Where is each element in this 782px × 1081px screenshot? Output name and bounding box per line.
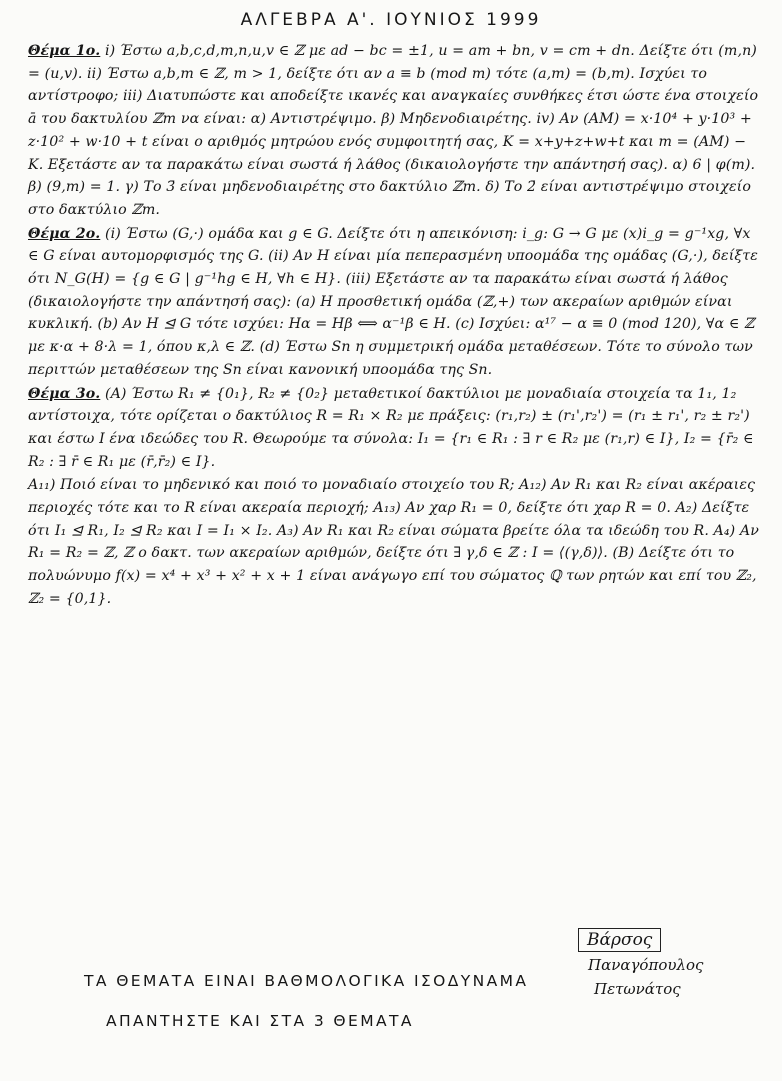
exam-title: ΑΛΓΕΒΡΑ Α'. ΙΟΥΝΙΟΣ 1999 <box>240 10 542 30</box>
theme-1-text: i) Έστω a,b,c,d,m,n,u,v ∈ ℤ με ad − bc = ±1, u = am + bn, v = cm + dn. Δείξτε ότι (m,n) = (u,v). ii) Έστω a,b,m ∈ ℤ, m > 1, δείξτε ότι αν a ≡ b (mod m) τότε (a,m) = (b,m). Ισχύει το αντίστροφο; iii) Διατυπώστε και αποδείξτε ικανές και αναγκαίες συνθήκες έτσι ώστε ένα στοιχείο ā του δακτυλίου ℤm να είναι: α) Αντιστρέψιμο. β) Μηδενοδιαιρέτης. iv) Αν (AM) = x·10⁴ + y·10³ + z·10² + w·10 + t είναι ο αριθμός μητρώου ενός συμφοιτητή σας, K = x+y+z+w+t και m = (AM) − K. Εξετάστε αν τα παρακάτω είναι σωστά ή λάθος (δικαιολογήστε την απάντησή σας). α) 6 | φ(m). β) (9,m) = 1. γ) Το 3̄ είναι μηδενοδιαιρέτης στο δακτύλιο ℤm. δ) Το 2̄ είναι αντιστρέψιμο στοιχείο στο δακτύλιο ℤm. <box>28 43 759 218</box>
signature-varsos: Βάρσος <box>578 928 661 952</box>
theme-3-part-b: A₁₁) Ποιό είναι το μηδενικό και ποιό το μοναδιαίο στοιχείο του R; A₁₂) Αν R₁ και R₂ είναι ακέραιες περιοχές τότε και το R είναι ακεραία περιοχή; A₁₃) Αν χαρ R₁ = 0, δείξτε ότι χαρ R = 0. A₂) Δείξτε ότι I₁ ⊴ R₁, I₂ ⊴ R₂ και I = I₁ × I₂. A₃) Αν R₁ και R₂ είναι σώματα βρείτε όλα τα ιδεώδη του R. A₄) Αν R₁ = R₂ = ℤ, ℤ ο δακτ. των ακεραίων αριθμών, δείξτε ότι ∃ γ,δ ∈ ℤ : I = ⟨(γ,δ)⟩. (B) Δείξτε ότι το πολυώνυμο f(x) = x⁴ + x³ + x² + x + 1 είναι ανάγωγο επί του σώματος ℚ των ρητών και επί του ℤ₂, ℤ₂ = {0,1}. <box>28 477 759 607</box>
theme-2-label: Θέμα 2ο. <box>28 225 101 242</box>
exam-body <box>28 40 762 611</box>
theme-3 <box>28 383 762 474</box>
theme-2-text: (i) Έστω (G,·) ομάδα και g ∈ G. Δείξτε ότι η απεικόνιση: i_g: G → G με (x)i_g = g⁻¹xg, ∀x ∈ G είναι αυτομορφισμός της G. (ii) Αν H είναι μία πεπερασμένη υποομάδα της ομάδας (G,·), δείξτε ότι N_G(H) = {g ∈ G | g⁻¹hg ∈ H, ∀h ∈ H}. (iii) Εξετάστε αν τα παρακάτω είναι σωστά ή λάθος (δικαιολογήστε την απάντησή σας): (a) Η προσθετική ομάδα (ℤ,+) των ακεραίων αριθμών είναι κυκλική. (b) Αν H ⊴ G τότε ισχύει: Hα = Hβ ⟺ α⁻¹β ∈ H. (c) Ισχύει: α¹⁷ − α ≡ 0 (mod 120), ∀α ∈ ℤ με κ·α + 8·λ = 1, όπου κ,λ ∈ ℤ. (d) Έστω Sn η συμμετρική ομάδα μεταθέσεων. Τότε το σύνολο των περιττών μεταθέσεων της Sn είναι κανονική υποομάδα της Sn. <box>28 225 758 378</box>
theme-2 <box>28 223 762 382</box>
signature-panagopoulos: Παναγόπουλος <box>588 956 704 974</box>
theme-3-part-a: (A) Έστω R₁ ≠ {0₁}, R₂ ≠ {0₂} μεταθετικοί δακτύλιοι με μοναδιαία στοιχεία τα 1₁, 1₂ αντίστοιχα, τότε ορίζεται ο δακτύλιος R = R₁ × R₂ με πράξεις: (r₁,r₂) ± (r₁',r₂') = (r₁ ± r₁', r₂ ± r₂') και έστω I ένα ιδεώδες του R. Θεωρούμε τα σύνολα: I₁ = {r₁ ∈ R₁ : ∃ r ∈ R₂ με (r₁,r) ∈ I}, I₂ = {r̄₂ ∈ R₂ : ∃ r̄ ∈ R₁ με (r̄,r̄₂) ∈ I}. <box>28 385 754 470</box>
theme-3-label: Θέμα 3ο. <box>28 385 101 402</box>
signature-petonatos: Πετωνάτος <box>594 980 681 998</box>
footer-line-1: ΤΑ ΘΕΜΑΤΑ ΕΙΝΑΙ ΒΑΘΜΟΛΟΓΙΚΑ ΙΣΟΔΥΝΑΜΑ <box>84 972 529 990</box>
footer-line-2: ΑΠΑΝΤΗΣΤΕ ΚΑΙ ΣΤΑ 3 ΘΕΜΑΤΑ <box>106 1012 414 1030</box>
theme-1 <box>28 40 762 222</box>
theme-1-label: Θέμα 1ο. <box>28 43 101 59</box>
theme-3-continued <box>28 474 762 610</box>
